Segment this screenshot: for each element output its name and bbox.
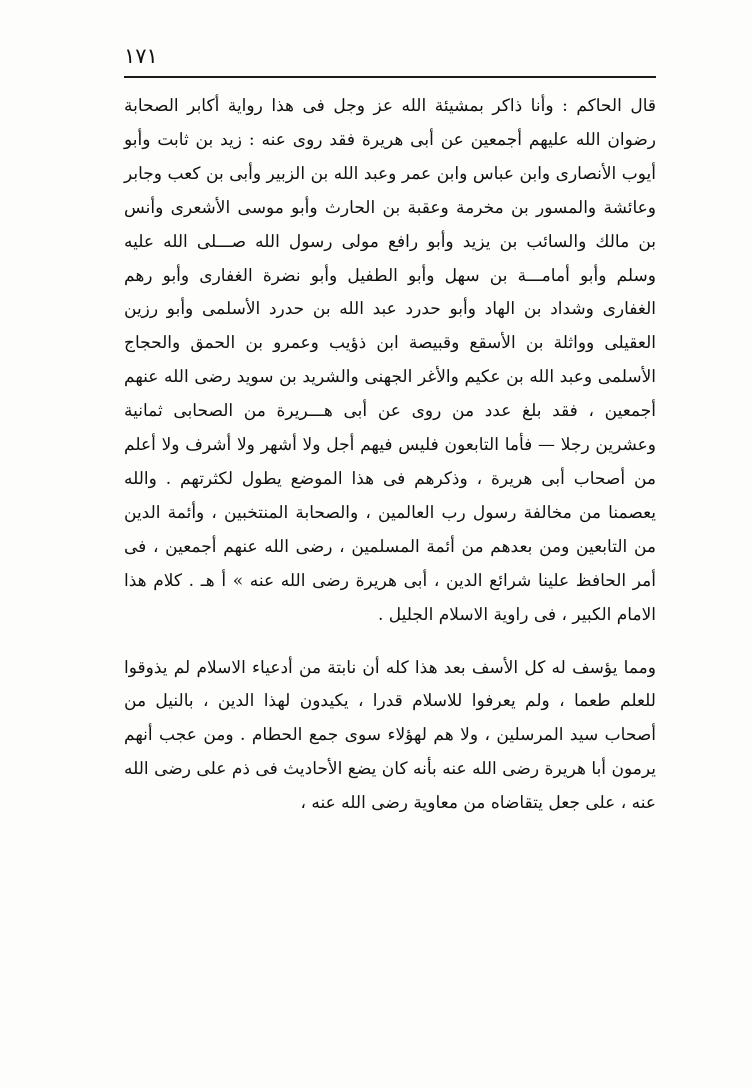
body-text [124,90,656,821]
paragraph-1: قال الحاكم : وأنا ذاكر بمشيئة الله عز وجل فى هذا رواية أكابر الصحابة رضوان الله عليهم أجمعين عن أبى هريرة فقد روى عنه : زيد بن ثابت وأبو أيوب الأنصارى وابن عباس وابن عمر وعبد الله بن الزبير وأبى بن كعب وجابر وعائشة والمسور بن مخرمة وعقبة بن الحارث وأبو موسى الأشعرى وأنس بن مالك والسائب بن يزيد وأبو رافع مولى رسول الله صـــلى الله عليه وسلم وأبو أمامـــة بن سهل وأبو الطفيل وأبو نضرة الغفارى وأبو رهم الغفارى وشداد بن الهاد وأبو حدرد عبد الله بن حدرد الأسلمى وأبو رزين العقيلى وواثلة بن الأسقع وقبيصة ابن ذؤيب وعمرو بن الحمق والحجاج الأسلمى وعبد الله بن عكيم والأغر الجهنى والشريد بن سويد رضى الله عنهم أجمعين ، فقد بلغ عدد من روى عن أبى هـــريرة من الصحابى ثمانية وعشرين رجلا — فأما التابعون فليس فيهم أجل ولا أشهر ولا أشرف ولا أعلم من أصحاب أبى هريرة ، وذكرهم فى هذا الموضع يطول لكثرتهم . والله يعصمنا من مخالفة رسول رب العالمين ، والصحابة المنتخبين ، وأئمة الدين من التابعين ومن بعدهم من أئمة المسلمين ، رضى الله عنهم أجمعين ، فى أمر الحافظ علينا شرائع الدين ، أبى هريرة رضى الله عنه » أ هـ . كلام هذا الامام الكبير ، فى راوية الاسلام الجليل . [124,96,656,625]
page-number: ١٧١ [124,44,158,68]
header-rule [124,76,656,78]
paragraph-2: ومما يؤسف له كل الأسف بعد هذا كله أن نابتة من أدعياء الاسلام لم يذوقوا للعلم طعما ، ولم يعرفوا للاسلام قدرا ، يكيدون لهذا الدين ، بالنيل من أصحاب سيد المرسلين ، ولا هم لهؤلاء سوى جمع الحطام . ومن عجب أنهم يرمون أبا هريرة رضى الله عنه بأنه كان يضع الأحاديث فى ذم على رضى الله عنه ، على جعل يتقاضاه من معاوية رضى الله عنه ، [124,657,657,814]
